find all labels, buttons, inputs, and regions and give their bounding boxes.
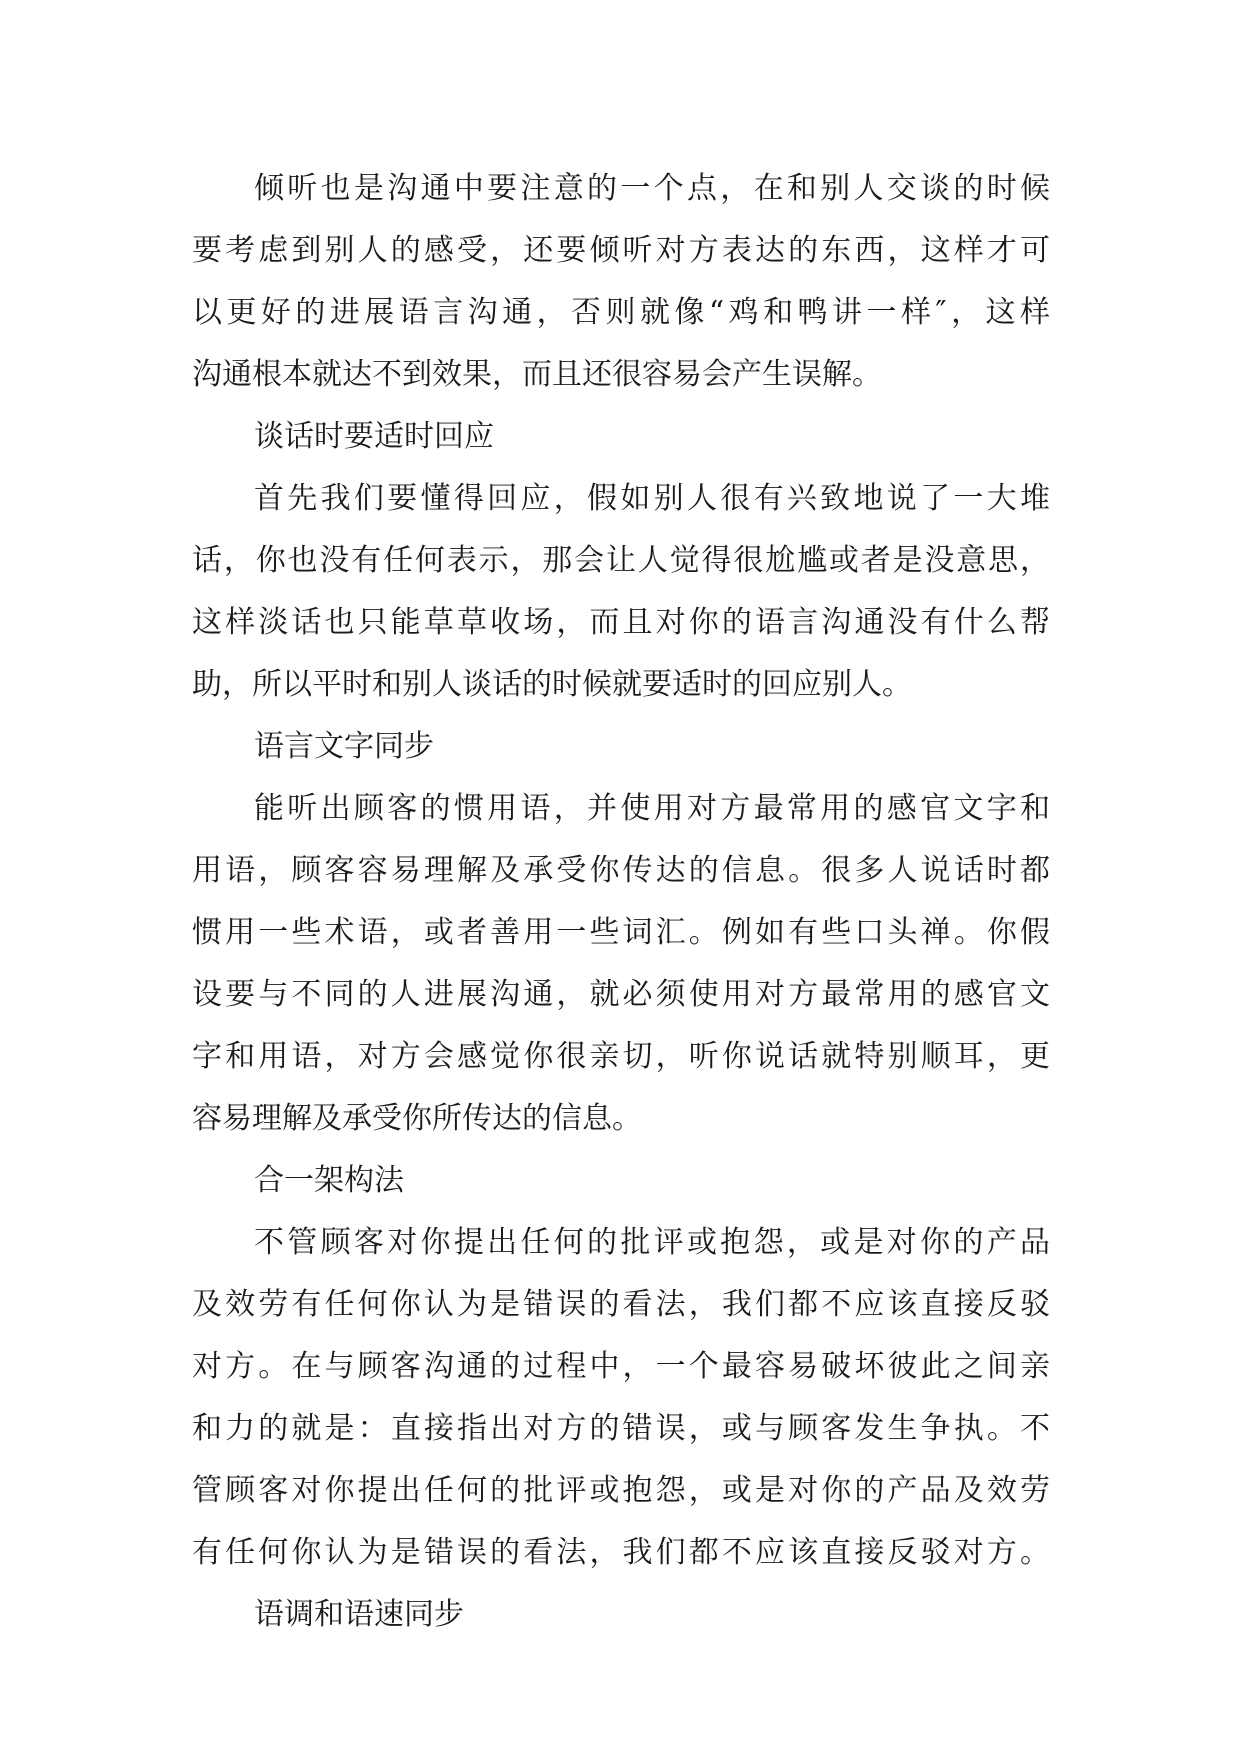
section-heading-respond [192, 406, 1050, 468]
paragraph-respond [192, 468, 1050, 716]
text-line: 容易理解及承受你所传达的信息。 [192, 1101, 642, 1136]
paragraph-listening [192, 158, 1050, 406]
document-body [192, 158, 1050, 1646]
text-line: 不管顾客对你提出任何的批评或抱怨，或是对你的产品 [254, 1225, 1050, 1260]
text-line: 以更好的进展语言沟通，否则就像“鸡和鸭讲一样″，这样 [192, 295, 1050, 330]
paragraph-unity [192, 1212, 1050, 1584]
section-heading-unity [192, 1150, 1050, 1212]
text-line: 及效劳有任何你认为是错误的看法，我们都不应该直接反驳 [192, 1287, 1050, 1322]
heading-text: 语言文字同步 [254, 729, 434, 764]
text-line: 管顾客对你提出任何的批评或抱怨，或是对你的产品及效劳 [192, 1473, 1050, 1508]
text-line: 用语，顾客容易理解及承受你传达的信息。很多人说话时都 [192, 853, 1050, 888]
heading-text: 语调和语速同步 [254, 1597, 464, 1632]
text-line: 惯用一些术语，或者善用一些词汇。例如有些口头禅。你假 [192, 915, 1050, 950]
heading-text: 合一架构法 [254, 1163, 404, 1198]
paragraph-language-sync [192, 778, 1050, 1150]
text-line: 字和用语，对方会感觉你很亲切，听你说话就特别顺耳，更 [192, 1039, 1050, 1074]
text-line: 首先我们要懂得回应，假如别人很有兴致地说了一大堆 [254, 481, 1050, 516]
heading-text: 谈话时要适时回应 [254, 419, 494, 454]
text-line: 这样淡话也只能草草收场，而且对你的语言沟通没有什么帮 [192, 605, 1050, 640]
text-line: 助，所以平时和别人谈话的时候就要适时的回应别人。 [192, 667, 912, 702]
text-line: 有任何你认为是错误的看法，我们都不应该直接反驳对方。 [192, 1535, 1050, 1570]
text-line: 要考虑到别人的感受，还要倾听对方表达的东西，这样才可 [192, 233, 1050, 268]
section-heading-language-sync [192, 716, 1050, 778]
text-line: 话，你也没有任何表示，那会让人觉得很尬尴或者是没意思， [192, 543, 1050, 578]
text-line: 和力的就是：直接指出对方的错误，或与顾客发生争执。不 [192, 1411, 1050, 1446]
text-line: 沟通根本就达不到效果，而且还很容易会产生误解。 [192, 357, 882, 392]
section-heading-tone-speed [192, 1584, 1050, 1646]
text-line: 设要与不同的人进展沟通，就必须使用对方最常用的感官文 [192, 977, 1050, 1012]
text-line: 对方。在与顾客沟通的过程中，一个最容易破坏彼此之间亲 [192, 1349, 1050, 1384]
text-line: 能听出顾客的惯用语，并使用对方最常用的感官文字和 [254, 791, 1050, 826]
text-line: 倾听也是沟通中要注意的一个点，在和别人交谈的时候 [254, 171, 1050, 206]
